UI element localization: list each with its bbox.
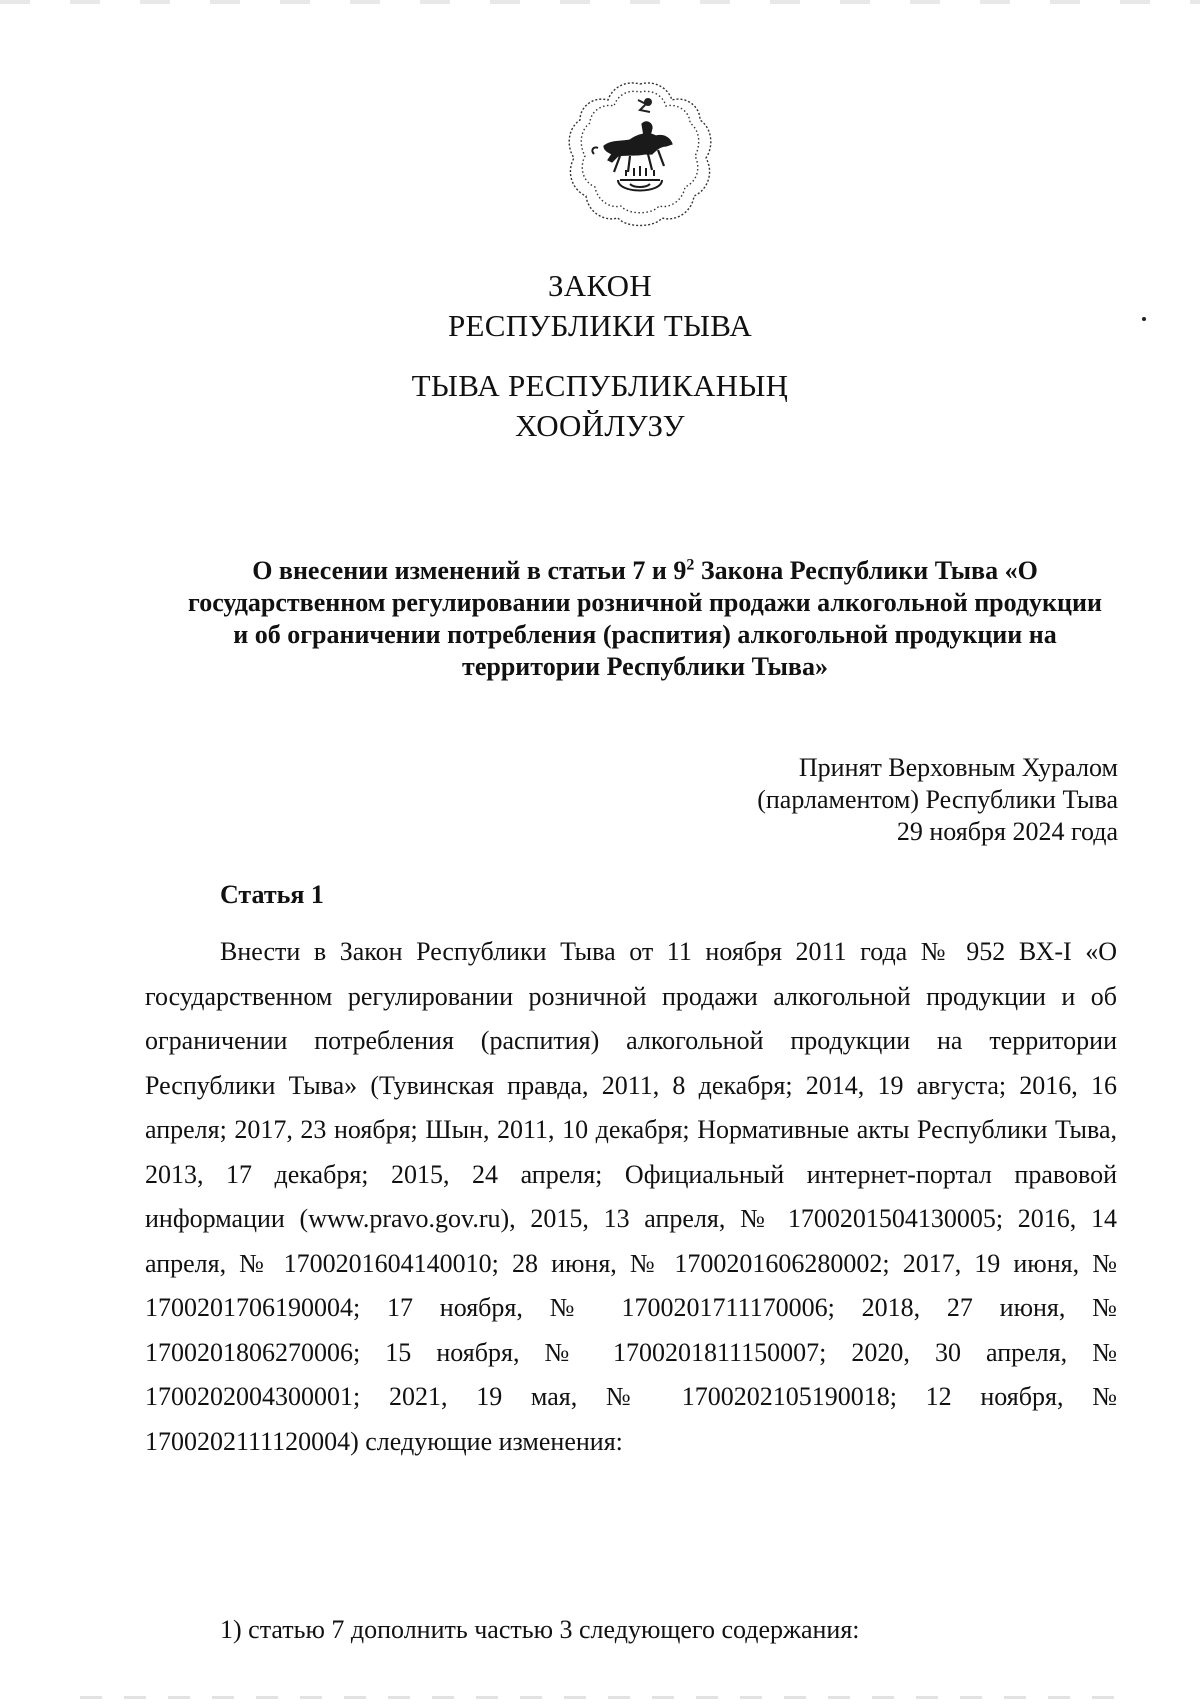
law-title-ru [0,266,1200,346]
tuva-coat-of-arms-icon [560,76,720,231]
adoption-date: 29 ноября 2024 года [896,817,1118,846]
scan-artifact-bottom [80,1696,1120,1699]
law-title-ty [0,366,1200,446]
law-title-ty-line1: ТЫВА РЕСПУБЛИКАНЫҢ [411,368,789,403]
law-heading-part1: О внесении изменений в статьи 7 и 9 [252,556,687,585]
article-item-1: 1) статью 7 дополнить частью 3 следующего содержания: [220,1615,860,1644]
law-heading-part2: Закона Республики Тыва «О государственном регулировании розничной продажи алкогольной продукции и об ограничении потребления (распития) алкогольной продукции на территории Республики Тыва» [188,556,1102,681]
article-paragraph: Внести в Закон Республики Тыва от 11 ноября 2011 года № 952 ВХ-I «О государственном регулировании розничной продажи алкогольной продукции и об ограничении потребления (распития) алкогольной продукции на территории Республики Тыва» (Тувинская правда, 2011, 8 декабря; 2014, 19 августа; 2016, 16 апреля; 2017, 23 ноября; Шын, 2011, 10 декабря; Нормативные акты Республики Тыва, 2013, 17 декабря; 2015, 24 апреля; Официальный интернет-портал правовой информации (www.pravo.gov.ru), 2015, 13 апреля, № 1700201504130005; 2016, 14 апреля, № 1700201604140010; 28 июня, № 1700201606280002; 2017, 19 июня, № 1700201706190004; 17 ноября, № 1700201711170006; 2018, 27 июня, № 1700201806270006; 15 ноября, № 1700201811150007; 2020, 30 апреля, № 1700202004300001; 2021, 19 мая, № 1700202105190018; 12 ноября, № 1700202111120004) следующие изменения: [145,937,1117,1456]
adoption-line1: Принят Верховным Хуралом [798,753,1118,782]
law-title-ru-line2: РЕСПУБЛИКИ ТЫВА [447,308,753,343]
law-heading-superscript: 2 [686,556,695,574]
scan-dot-artifact [1142,317,1146,321]
adoption-info [757,752,1118,848]
law-title-ru-line1: ЗАКОН [547,268,653,303]
article-title: Статья 1 [220,880,324,909]
law-heading [180,555,1110,683]
scan-artifact-top [0,0,1200,4]
law-title-ty-line2: ХООЙЛУЗУ [515,408,685,443]
adoption-line2: (парламентом) Республики Тыва [757,785,1118,814]
